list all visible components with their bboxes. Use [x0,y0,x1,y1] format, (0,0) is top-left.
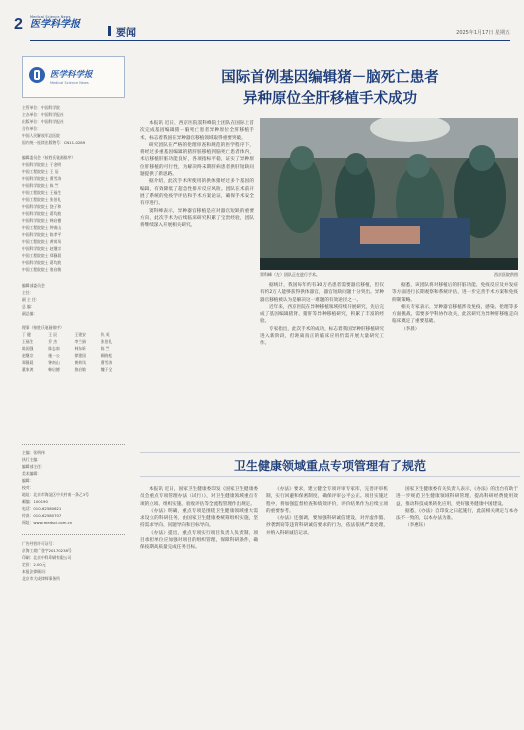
article1-column-2 [260,282,384,450]
council-name: 董家鸿 [22,367,34,372]
council-name: 魏于全 [100,367,113,372]
board-member: 中国科学院院士 葛均波 [22,260,62,265]
publisher-line: 主管单位：中国科学院 [22,105,60,110]
article2-headline[interactable]: 卫生健康领域重点专项管理有了规范 [233,459,426,473]
article2-paragraph: 《办法》提出，重点专项实行项目负责人负责制，项目承担单位应加强对项目的组织管理，保障科研条件，确保按期高质量完成任务目标。 [140,530,258,551]
board-member: 中国科学院院士 陈孝平 [22,232,62,237]
publisher-line: 主办单位：中国科学报社 [22,112,64,117]
staff-line: 执行主编： [22,457,41,462]
article1-paragraph: 据悉，该团队将对移植后的肝脏功能、免疫反应及并发症等方面进行长期观察和系统评估，进一步完善手术方案和免疫抑制策略。 [392,283,518,303]
council-name: 黄荷凤 [74,360,86,365]
staff-line: 校对： [22,485,34,490]
committee-line: 总 编： [22,304,35,309]
print-info [22,540,125,582]
issue-date: 2025年1月17日 星期五 [456,30,510,36]
council-name: 张伯礼 [100,339,113,344]
article1-headline-line1: 国际首例基因编辑猪－脑死亡患者 [221,70,439,86]
publication-logo-icon [29,67,45,83]
print-line: 定价：2.00元 [22,562,46,567]
article1-paragraph: （李晨） [401,326,420,332]
article1-paragraph: 窦科峰表示，异种器官移植是应对器官短缺的重要方向，此次手术为后续临床研究积累了宝贵经验，团队将继续深入开展相关研究。 [140,208,254,229]
board-member: 中国科学院院士 韩启德 [22,218,62,223]
publisher-line: 中国人民解放军总医院 [22,133,60,138]
article2-paragraph: 国家卫生健康委有关负责人表示，《办法》的出台有助于进一步规范卫生健康领域科研管理，提高科研经费使用效益，推动科技成果转化应用，更好服务健康中国建设。 [396,487,518,507]
staff-contacts [22,449,125,526]
council-members [22,324,125,373]
committee-title: 编辑部委员会 [22,283,45,288]
council-name: 林东昕 [74,346,86,351]
page-number: 2 [14,16,23,33]
article2-paragraph: 据悉，《办法》自印发之日起施行，此前相关规定与本办法不一致的，以本办法为准。 [396,508,518,522]
article2-headline-rule [140,476,520,477]
article2-column-2 [266,486,388,722]
board-member: 中国工程院院士 张伯礼 [22,197,62,202]
article2-paragraph: 《办法》要求，建立健全专项评审专家库，完善评审机制，实行回避和保密制度，确保评审公平公正。项目实施过程中，将加强监督检查和绩效评价，评价结果作为后续立项的重要参考。 [266,487,388,514]
council-name: 乔 杰 [48,339,58,344]
staff-line: 编辑： [22,478,34,483]
masthead [30,15,108,35]
sidebar-masthead-panel [22,56,125,721]
council-name: 钟南山 [48,360,60,365]
publisher-line: 国内统一连续出版物号：CN11-0289 [22,140,86,145]
council-name: 王福生 [22,339,34,344]
print-line: 广告经营许可证号： [22,541,57,546]
board-member: 中国科学院院士 赵继宗 [22,246,62,251]
article2-paragraph: 《办法》明确，重点专项是围绕卫生健康领域重大需求设立的科研任务，由国家卫生健康委统筹组织实施，坚持需求导向、问题导向和目标导向。 [140,508,258,529]
council-name: 施一公 [48,353,60,358]
article1-headline[interactable] [140,68,520,110]
staff-line: 邮编：100190 [22,499,48,504]
council-name: 陈国强 [22,346,34,351]
board-member: 中国科学院院士 陈 竺 [22,183,59,188]
committee-line: 主任： [22,290,34,295]
council-name: 顾晓松 [100,353,113,358]
publisher-line: 出版单位：中国科学报社 [22,119,64,124]
staff-line: 网址：www.medsci.com.cn [22,520,73,525]
sidebar-divider [22,534,125,535]
board-member: 中国工程院院士 黄荷凤 [22,239,62,244]
article2-paragraph: 本报讯 近日，国家卫生健康委印发《国家卫生健康委员会重点专项管理办法（试行）》，对卫生健康领域重点专项的立项、组织实施、验收评估等全流程管理作出规定。 [140,487,258,507]
sidebar-logo-chinese: 医学科学报 [50,69,93,79]
article1-headline-line2: 异种原位全肝移植手术成功 [243,91,417,107]
surgery-photo[interactable] [260,118,518,270]
article-divider [140,452,520,453]
article2-column-3 [396,486,518,722]
board-member: 中国工程院院士 王福生 [22,190,62,195]
council-name: 李兰娟 [74,339,86,344]
board-member: 中国科学院院士 曹雪涛 [22,176,62,181]
print-line: 北京市大成律师事务所 [22,576,60,581]
sidebar-logo-english: Medical Science News [50,81,89,85]
print-line: 印刷：北京中科印刷有限公司 [22,555,72,560]
council-name-grid [22,331,125,373]
board-member: 中国科学院院士 葛均波 [22,211,62,216]
photo-caption: 窦科峰（左）团队正在进行手术。 [260,272,320,277]
article1-column-3 [392,282,518,450]
article2-column-1 [140,486,258,722]
staff-line: 美术编辑： [22,471,41,476]
masthead-english: Medical Science News [30,15,71,19]
sidebar-divider [22,444,125,445]
article1-paragraph: 研究团队在严格的伦理审查和规范的医学程序下，将经过多重基因编辑的猪肝脏移植到脑死亡患者体内，术后移植肝脏功能良好，各项指标平稳，证实了异种原位肝移植的可行性，为解决终末期肝病患者供肝短缺问题提供了新思路。 [140,142,254,178]
article1-paragraph: 相关专家表示，异种器官移植涉及免疫、感染、伦理等多方面挑战，需要多学科协作攻关，此次研究为异种肝移植走向临床奠定了重要基础。 [392,304,518,325]
header-divider [30,40,510,41]
council-name: 韩启德 [48,367,60,372]
masthead-chinese: 医学科学报 [30,19,80,30]
council-name: 王 辰 [48,332,58,337]
staff-line: 地址：北京市海淀区中关村南一条乙3号 [22,492,89,497]
council-name: 陈 竺 [100,346,110,351]
sidebar-logo-box [22,56,125,98]
article1-paragraph: 近年来，西京医院在异种移植领域持续开展研究，先后完成了基因编辑猪肾、猪肝等异种移植研究，积累了丰富的经验。 [260,304,384,325]
surgery-photo-illustration [260,118,518,270]
page-header [8,2,518,42]
council-name: 郑静晨 [22,360,34,365]
section-title: 要闻 [116,28,136,39]
article1-paragraph: 据统计，我国每年约有30万名患者需要器官移植，但仅有约2万人能够获得供体器官，器官短缺问题十分突出。异种器官移植被认为是解决这一难题的有效途径之一。 [260,283,384,303]
council-name: 王建安 [74,332,86,337]
article2-paragraph: （李惠钰） [405,523,428,529]
staff-line: 主编：张明伟 [22,450,45,455]
council-name: 赵继宗 [22,353,34,358]
publisher-info [22,104,125,146]
committee-line: 副 主 任： [22,297,40,302]
publisher-line: 合作单位： [22,126,41,131]
committee-line: 副总编： [22,311,38,316]
staff-line: 传真：010-62580707 [22,513,62,518]
board-title: 编辑委员会（按姓氏笔画排序） [22,155,76,160]
staff-line: 电话：010-62580621 [22,506,62,511]
photo-caption-row [260,272,518,277]
photo-credit: 西京医院供图 [494,272,518,277]
article1-column-1 [140,120,254,450]
board-member: 中国工程院院士 郑静晨 [22,253,62,258]
council-name: 曹雪涛 [100,360,113,365]
article1-paragraph: 专家指出，此次手术的成功，标志着我国异种肝移植研究进入新阶段，但距离真正的临床应用仍需开展大量研究工作。 [260,326,384,347]
board-member: 中国工程院院士 詹启敏 [22,267,62,272]
staff-line: 编辑部主任： [22,464,45,469]
board-member: 中国科学院院士 饶子和 [22,204,62,209]
council-title: 理事（按姓氏笔画排序） [22,325,64,330]
council-name: 陈志南 [48,346,60,351]
council-name: 詹启敏 [74,367,86,372]
council-name: 徐建国 [74,353,86,358]
board-member: 中国工程院院士 王 辰 [22,169,59,174]
print-line: 京海工商广登字20170236号 [22,548,72,553]
section-marker [108,26,111,36]
print-line: 本报法律顾问： [22,569,49,574]
council-name: 仇 英 [100,332,110,337]
article2-paragraph: 《办法》还强调，要加强科研诚信建设，对弄虚作假、抄袭剽窃等违背科研诚信要求的行为，依法依规严肃处理，并纳入科研诚信记录。 [266,516,388,536]
article1-paragraph: 本报讯 近日，西京医院窦科峰院士团队在国际上首次完成基因编辑猪－脑死亡患者异种原位全肝移植手术，标志着我国在异种器官移植领域取得重要突破。 [140,121,254,141]
editorial-board [22,154,125,273]
article1-paragraph: 据介绍，此次手术所使用的供体猪经过多个基因的编辑，有效降低了超急性排斥反应风险。团队在术前开展了系统的免疫学评估和手术方案论证，确保手术安全有序进行。 [140,179,254,207]
board-member: 中国科学院院士 于金明 [22,162,62,167]
editorial-committee [22,282,125,317]
board-member: 中国工程院院士 钟南山 [22,225,62,230]
council-name: 丁 健 [22,332,31,337]
